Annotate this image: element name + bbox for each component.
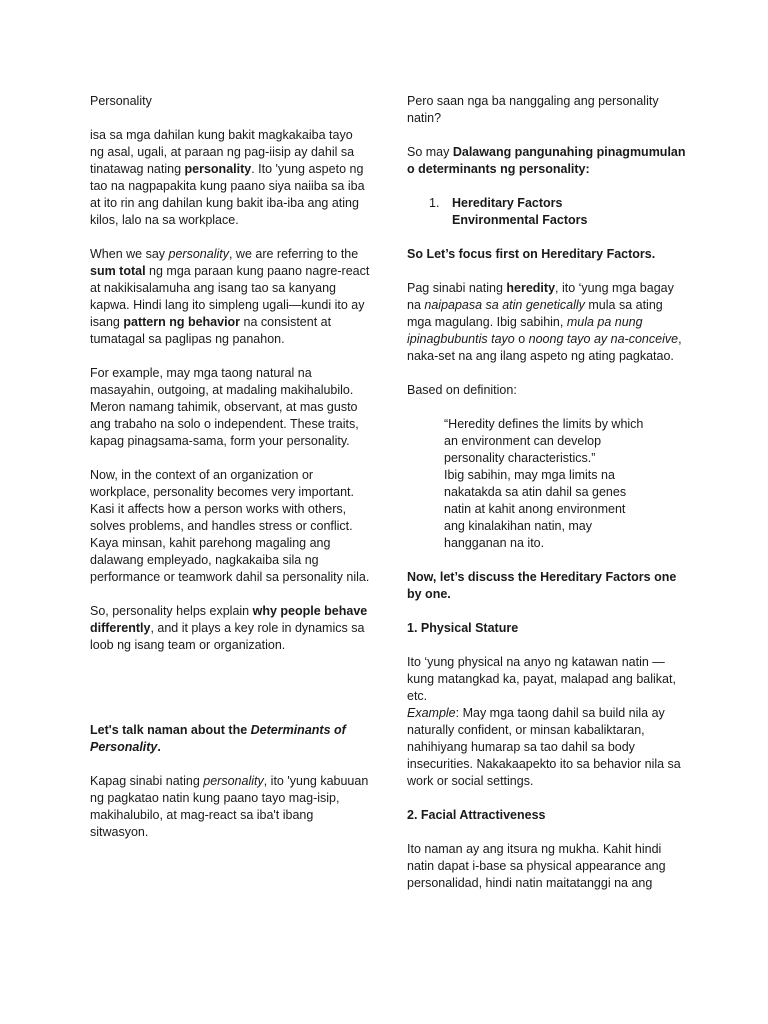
text-run: So, personality helps explain [90, 604, 253, 618]
list-item [407, 195, 689, 212]
paragraph-definition [90, 246, 370, 348]
paragraph-stature: Ito ‘yung physical na anyo ng katawan natin — kung matangkad ka, payat, malapad ang balikat, etc. [407, 655, 676, 703]
text-run: Pag sinabi nating [407, 281, 507, 295]
heading-focus [407, 246, 689, 263]
text-run: noong tayo ay na-conceive [528, 332, 679, 346]
quote-text: “Heredity defines the limits by which an environment can develop personality characteristics.” [444, 417, 644, 465]
text-run: . [157, 740, 161, 754]
blank-spacer [90, 671, 370, 722]
text-run: : May mga taong dahil sa build nila ay naturally confident, or minsan kabaliktaran, nahihiyang humarap sa tao dahil sa body insecurities. Nakakaapekto ito sa behavior nila sa work or social settings. [407, 706, 681, 788]
paragraph-intro [90, 127, 370, 229]
list-item [407, 212, 689, 229]
text-run: , ito ‘yung mga bagay na [407, 281, 674, 312]
text-run: For example, may mga taong natural na masayahin, outgoing, at madaling makihalubilo. Meron namang tahimik, observant, at mas gusto ang trabaho na solo o independent. These traits, kapag pinagsama-sama, form your personality. [90, 366, 359, 448]
text-run: Determinants of Personality [90, 723, 346, 754]
text-run: So may [407, 145, 453, 159]
heading-facial-attractiveness [407, 807, 689, 824]
list-item-label: Hereditary Factors [452, 196, 563, 210]
paragraph-facial: Ito naman ay ang itsura ng mukha. Kahit hindi natin dapat i-base sa physical appearance ang personalidad, hindi natin maitatanggi na ang [407, 842, 666, 890]
text-run: pattern ng behavior [123, 315, 241, 329]
text-run: personality [184, 162, 252, 176]
text-run: , naka-set na ang ilang aspeto ng ating pagkatao. [407, 332, 682, 363]
text-run: mula pa nung ipinagbubuntis tayo [407, 315, 643, 346]
quote-explanation: Ibig sabihin, may mga limits na nakatakda sa atin dahil sa genes natin at kahit anong environment ang kinalakihan natin, may hangganan na ito. [444, 468, 627, 550]
paragraph-heredity [407, 280, 689, 365]
text-run: ng mga paraan kung paano nagre-react at nakikisalamuha ang isang tao sa kanyang kapwa. Hindi lang ito simpleng ugali—kundi ito ay isang [90, 264, 370, 329]
text-run: personality [203, 774, 264, 788]
text-run: , and it plays a key role in dynamics sa loob ng isang team or organization. [90, 621, 365, 652]
text-run: why people behave differently [90, 604, 368, 635]
text-run: . Ito 'yung aspeto ng tao na nagpapakita kung paano siya naiiba sa iba at ito rin ang dahilan kung bakit iba-iba ang ating kilos, lalo na sa workplace. [90, 162, 365, 227]
text-run: , ito 'yung kabuuan ng pagkatao natin kung paano tayo mag-isip, makihalubilo, at mag-react sa iba't ibang sitwasyon. [90, 774, 369, 839]
text-run: Kapag sinabi nating [90, 774, 204, 788]
paragraph-question: Pero saan nga ba nanggaling ang personality natin? [407, 94, 659, 125]
text-run: sum total [90, 264, 146, 278]
list-number: 1. [429, 196, 440, 210]
text-run: When we say [90, 247, 169, 261]
heading-discuss [407, 569, 689, 603]
paragraph-summary [90, 603, 370, 654]
paragraph-kabuuan [90, 773, 370, 841]
heading-focus-text: So Let’s focus first on Hereditary Factors. [407, 247, 656, 261]
heading-physical-stature-text: 1. Physical Stature [407, 621, 519, 635]
text-run: naipapasa sa atin genetically [424, 298, 585, 312]
text-run: Dalawang pangunahing pinagmumulan o determinants ng personality: [407, 145, 686, 176]
text-run: personality [168, 247, 229, 261]
text-run: Example [407, 706, 456, 720]
heading-facial-text: 2. Facial Attractiveness [407, 808, 546, 822]
list-item-label: Environmental Factors [452, 213, 588, 227]
text-run: isa sa mga dahilan kung bakit magkakaiba tayo ng asal, ugali, at paraan ng pag-iisip ay dahil sa tinatawag nating [90, 128, 355, 176]
text-run: Let's talk naman about the [90, 723, 251, 737]
paragraph-example [90, 365, 370, 450]
factors-list [407, 195, 689, 229]
heading-physical-stature [407, 620, 689, 637]
heading-determinants [90, 722, 370, 756]
right-column [407, 93, 689, 909]
text-run: na consistent at tumatagal sa paglipas ng panahon. [90, 315, 332, 346]
quote-block [444, 416, 644, 552]
paragraph-based-on: Based on definition: [407, 383, 517, 397]
text-run: heredity [506, 281, 556, 295]
heading-discuss-text: Now, let’s discuss the Hereditary Factors one by one. [407, 570, 677, 601]
doc-title: Personality [90, 94, 152, 108]
text-run: , we are referring to the [228, 247, 359, 261]
paragraph-workplace [90, 467, 370, 586]
paragraph-stature-example [407, 705, 689, 790]
text-run: Now, in the context of an organization or workplace, personality becomes very important. Kasi it affects how a person works with others, solves problems, and handles stress or conflict. Kaya minsan, kahit parehong magaling ang dalawang empleyado, nagkakaiba sila ng performance or teamwork dahil sa personality nila. [90, 468, 370, 584]
paragraph-determinants-intro [407, 144, 689, 178]
text-run: o [514, 332, 529, 346]
text-run: mula sa ating mga magulang. Ibig sabihin, [407, 298, 663, 329]
left-column [90, 93, 370, 858]
